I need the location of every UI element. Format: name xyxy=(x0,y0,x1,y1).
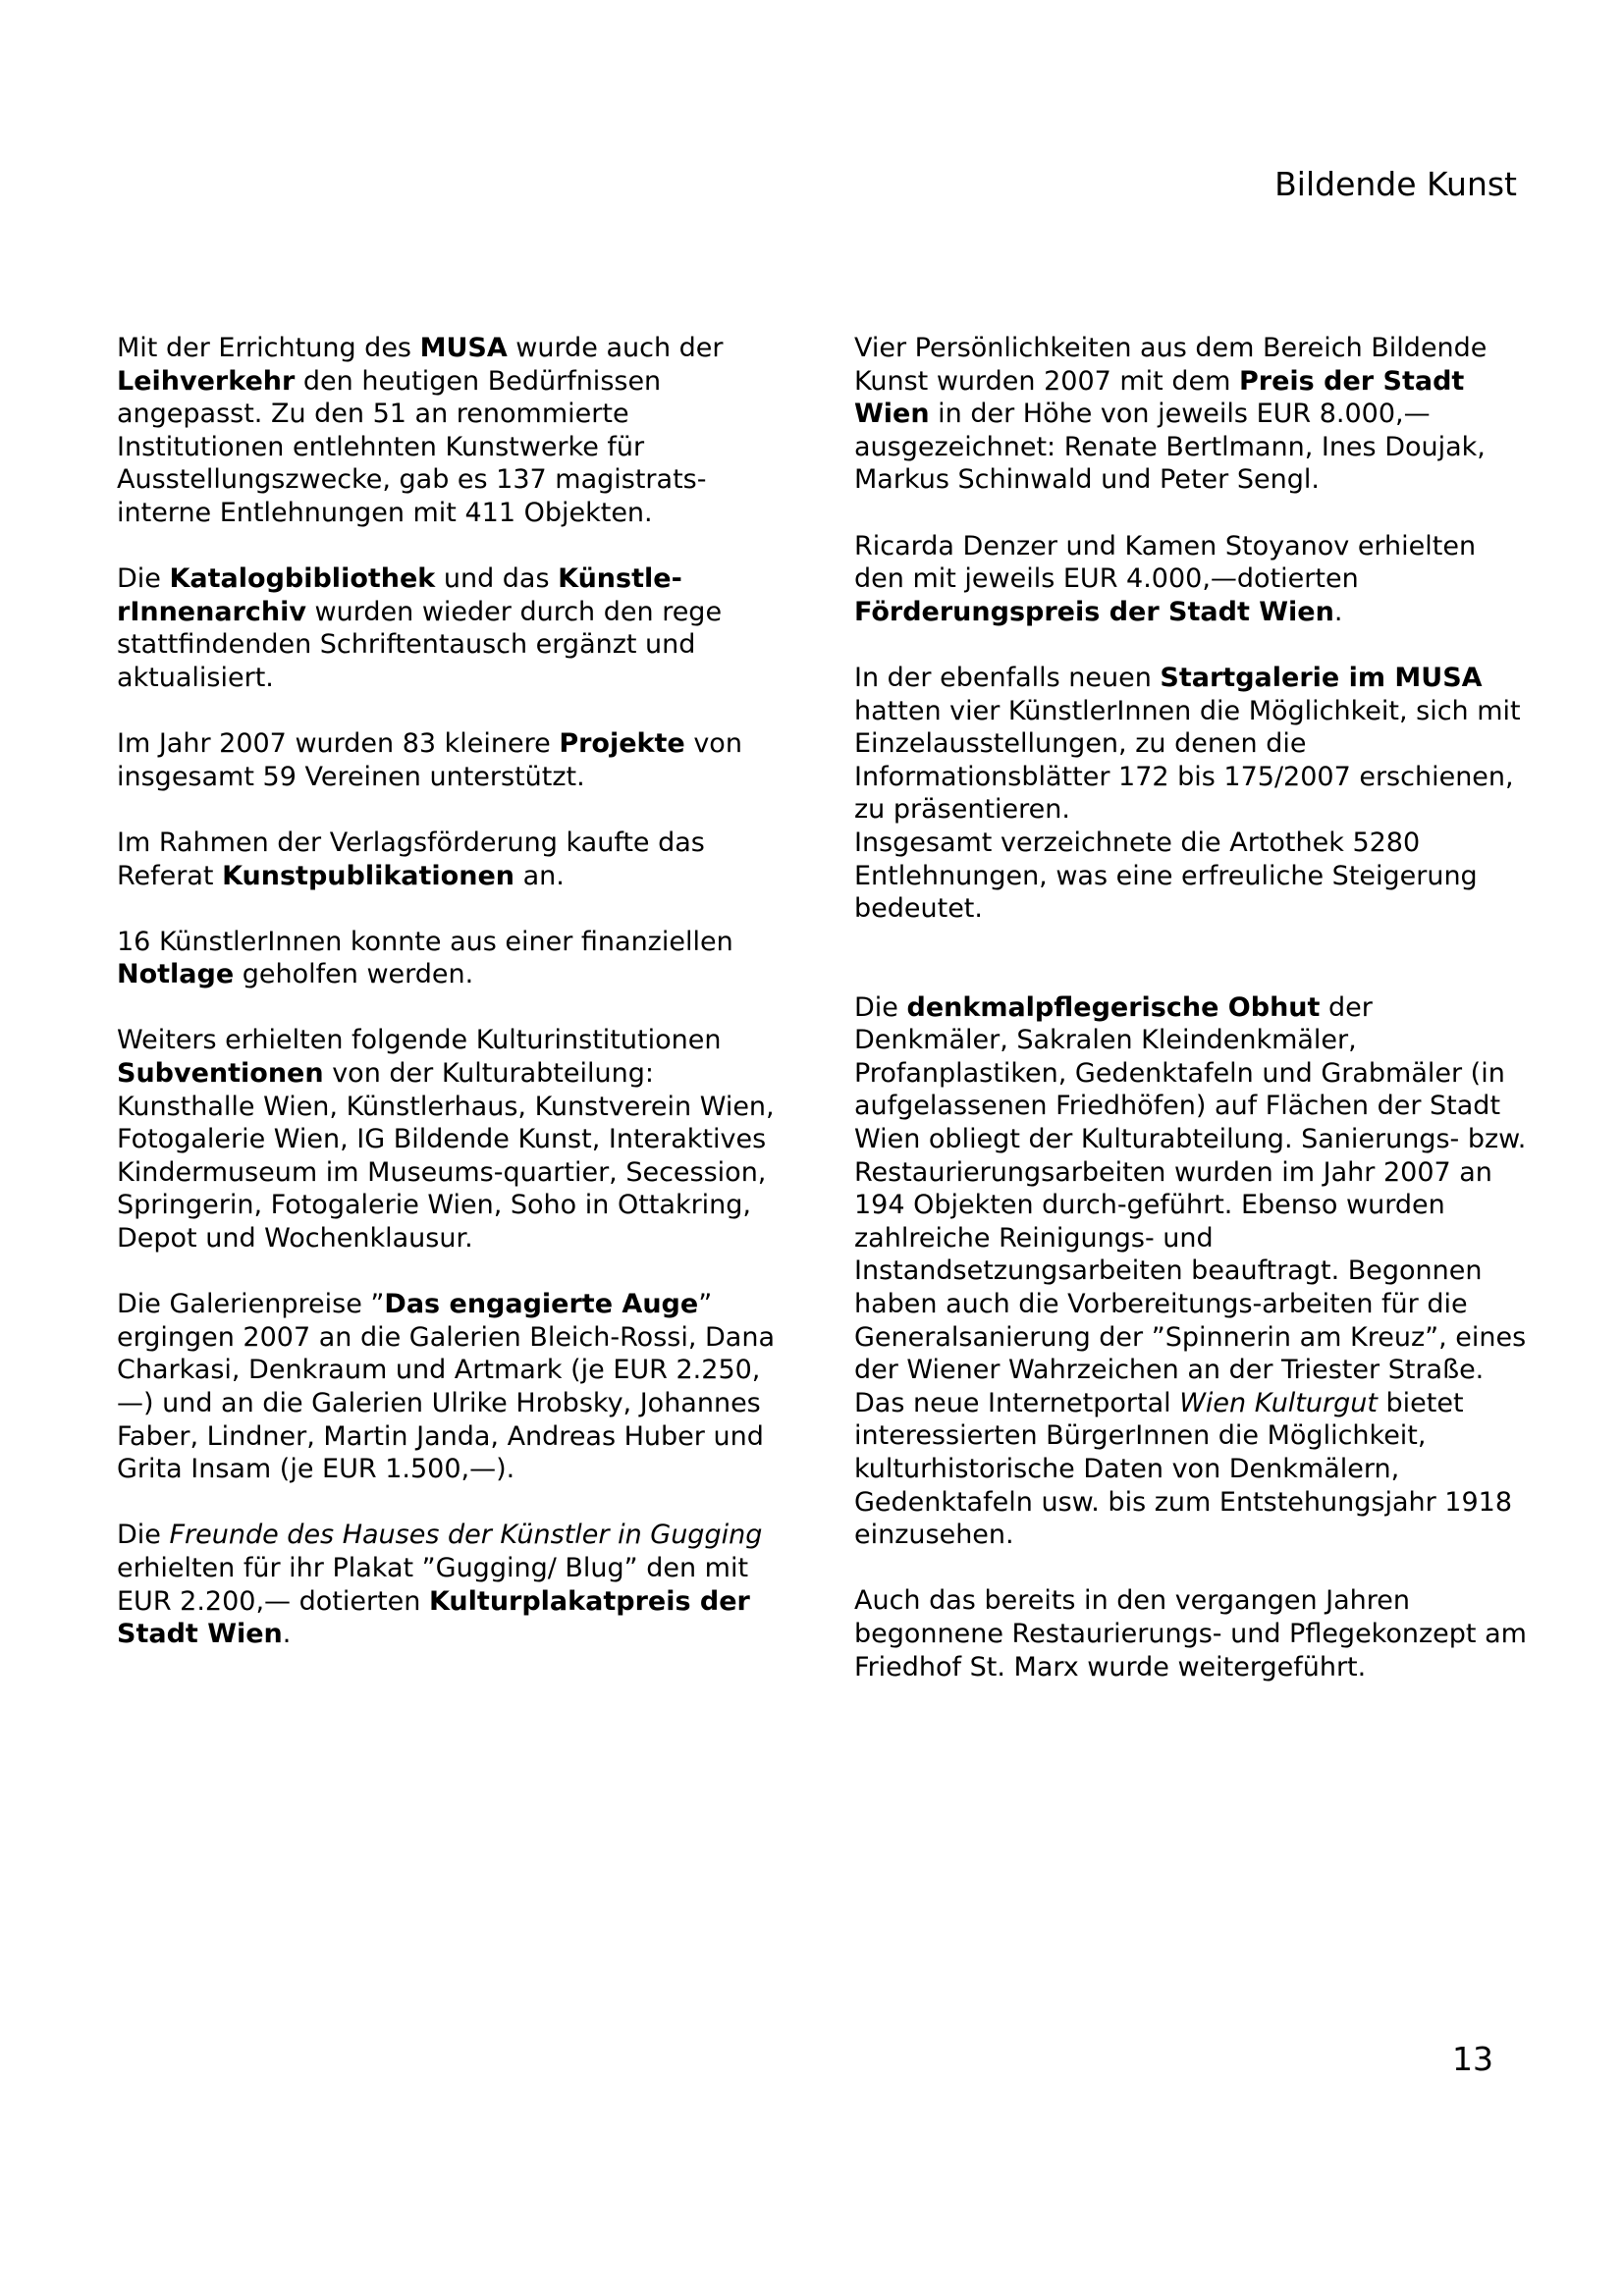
paragraph-notlage xyxy=(117,926,794,991)
bold-text: Notlage xyxy=(117,959,235,990)
text: der Denkmäler, Sakralen Kleindenkmäler, Profanplastiken, Gedenktafeln und Grabmäler (in aufgelassenen Friedhöfen) auf Flächen der Stadt Wien obliegt der Kulturabteilung. Sanierungs- bzw. Restaurierungsarbeiten wurden im Jahr 2007 an 194 Objekten durch-geführt. Ebenso wurden zahlreiche Reinigungs- und Instandsetzungsarbeiten beauftragt. Begonnen haben auch die Vorbereitungs-arbeiten für die Generalsanierung der ”Spinnerin am Kreuz”, eines der Wiener Wahrzeichen an der Triester Straße. xyxy=(854,991,1527,1386)
paragraph-preis-der-stadt-wien xyxy=(854,332,1532,497)
paragraph-startgalerie xyxy=(854,662,1532,827)
left-column xyxy=(117,332,794,1683)
italic-text: Freunde des Hauses der Künstler in Gugging xyxy=(169,1520,763,1551)
paragraph-friedhof-st-marx xyxy=(854,1584,1532,1683)
text: Vier Persönlichkeiten aus dem Bereich Bildende Kunst wurden 2007 mit dem xyxy=(854,333,1488,397)
bold-text: denkmalpflegerische Obhut xyxy=(906,991,1321,1023)
bold-text: Kulturplakatpreis der Stadt Wien xyxy=(117,1585,750,1650)
text: von der Kulturabteilung: Kunsthalle Wien, Künstlerhaus, Kunstverein Wien, Fotogalerie Wien, IG Bildende Kunst, Interaktives Kindermuseum im Museums-quartier, Secession, Springerin, Fotogalerie Wien, Soho in Ottakring, Depot und Wochenklausur. xyxy=(117,1058,775,1255)
text: . xyxy=(282,1619,292,1650)
text: von insgesamt 59 Vereinen unterstützt. xyxy=(117,728,742,792)
paragraph-musa-leihverkehr xyxy=(117,332,794,530)
text: Im Rahmen der Verlagsförderung kaufte das Referat xyxy=(117,827,705,891)
bold-text: Förderungspreis der Stadt Wien xyxy=(854,596,1334,627)
section-title: Bildende Kunst xyxy=(1274,165,1517,203)
text: Ricarda Denzer und Kamen Stoyanov erhielten den mit jeweils EUR 4.000,—dotierten xyxy=(854,530,1477,595)
bold-text: Leihverkehr xyxy=(117,365,296,397)
text: hatten vier KünstlerInnen die Möglichkeit, sich mit Einzelausstellungen, zu denen die Informationsblätter 172 bis 175/2007 erschienen, zu präsentieren. xyxy=(854,695,1521,826)
paragraph-denkmalpflege xyxy=(854,991,1532,1387)
text: Die Galerienpreise ” xyxy=(117,1289,385,1320)
text: an. xyxy=(514,860,565,891)
paragraph-verlagsfoerderung xyxy=(117,827,794,892)
text: bietet interessierten BürgerInnen die Möglichkeit, kulturhistorische Daten von Denkmälern, Gedenktafeln usw. bis zum Entstehungsjahr 1918 einzusehen. xyxy=(854,1387,1513,1551)
bold-text: MUSA xyxy=(419,333,508,363)
bold-text: Katalogbibliothek xyxy=(169,563,436,595)
italic-text: Wien Kulturgut xyxy=(1179,1387,1378,1418)
text: wurden wieder durch den rege stattfindenden Schriftentausch ergänzt und aktualisiert. xyxy=(117,596,723,693)
paragraph-wien-kulturgut xyxy=(854,1387,1532,1552)
text: Insgesamt verzeichnete die Artothek 5280 Entlehnungen, was eine erfreuliche Steigerung bedeutet. xyxy=(854,827,1478,925)
text: Auch das bereits in den vergangen Jahren begonnene Restaurierungs- und Pflegekonzept am Friedhof St. Marx wurde weitergeführt. xyxy=(854,1585,1527,1682)
text: Die xyxy=(854,991,907,1023)
bold-text: Subventionen xyxy=(117,1058,324,1090)
text: geholfen werden. xyxy=(234,959,474,990)
paragraph-katalogbibliothek xyxy=(117,562,794,694)
text: Im Jahr 2007 wurden 83 kleinere xyxy=(117,728,560,760)
bold-text: Das engagierte Auge xyxy=(384,1289,699,1320)
text: und das xyxy=(435,563,559,595)
text: Weiters erhielten folgende Kulturinstitutionen xyxy=(117,1025,722,1056)
bold-text: Kunstpublikationen xyxy=(222,860,514,891)
paragraph-galerienpreise xyxy=(117,1288,794,1486)
text: In der ebenfalls neuen xyxy=(854,662,1161,693)
text: Mit der Errichtung des xyxy=(117,333,420,363)
page-number: 13 xyxy=(1452,2040,1493,2078)
paragraph-projekte xyxy=(117,727,794,793)
paragraph-kulturplakatpreis xyxy=(117,1519,794,1650)
bold-text: Startgalerie im MUSA xyxy=(1160,662,1483,693)
text: Die xyxy=(117,563,170,595)
paragraph-artothek xyxy=(854,827,1532,926)
paragraph-subventionen xyxy=(117,1024,794,1255)
text: 16 KünstlerInnen konnte aus einer finanziellen xyxy=(117,926,733,957)
text: den heutigen Bedürfnissen angepasst. Zu den 51 an renommierte Institutionen entlehnten Kunstwerke für Ausstellungszwecke, gab es 137 magistrats-interne Entlehnungen mit 411 Objekten. xyxy=(117,365,707,528)
paragraph-foerderungspreis xyxy=(854,530,1532,629)
text: Die xyxy=(117,1520,170,1551)
bold-text: Künstle-rInnenarchiv xyxy=(117,563,682,627)
right-column xyxy=(854,332,1532,1717)
text: . xyxy=(1333,596,1343,627)
text: erhielten für ihr Plakat ”Gugging/ Blug” den mit EUR 2.200,— dotierten xyxy=(117,1552,749,1617)
text: wurde auch der xyxy=(507,333,724,363)
bold-text: Projekte xyxy=(559,728,685,760)
text: Das neue Internetportal xyxy=(854,1387,1180,1418)
text: in der Höhe von jeweils EUR 8.000,— ausgezeichnet: Renate Bertlmann, Ines Doujak, Markus Schinwald und Peter Sengl. xyxy=(854,399,1486,496)
text: ” ergingen 2007 an die Galerien Bleich-Rossi, Dana Charkasi, Denkraum und Artmark (je EUR 2.250,—) und an die Galerien Ulrike Hrobsky, Johannes Faber, Lindner, Martin Janda, Andreas Huber und Grita Insam (je EUR 1.500,—). xyxy=(117,1289,775,1485)
bold-text: Preis der Stadt Wien xyxy=(854,365,1465,430)
